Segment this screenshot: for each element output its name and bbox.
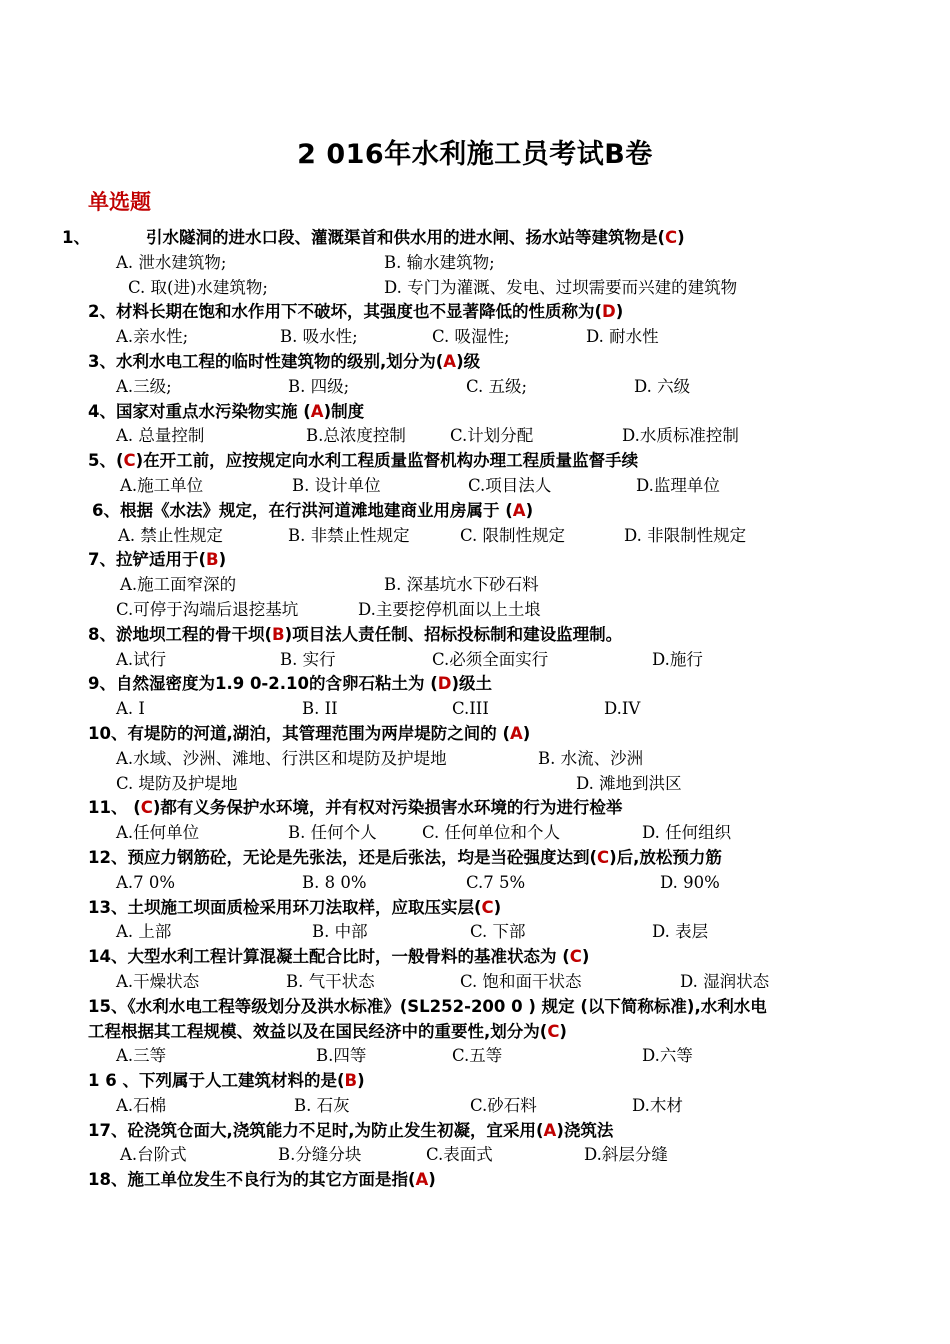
question-text: 5、( [88, 451, 124, 471]
answer-option: C.项目法人 [468, 475, 552, 495]
answer-option: A.7 0% [116, 872, 176, 892]
question-stem [0, 548, 950, 573]
question-text: 8、淤地坝工程的骨干坝( [88, 624, 273, 644]
question-stem [0, 449, 950, 474]
answer-option: B. 水流、沙洲 [538, 748, 644, 768]
answer-option: C.表面式 [426, 1145, 493, 1165]
answer-option: D. 滩地到洪区 [576, 773, 682, 793]
answer-option: D.监理单位 [636, 475, 720, 495]
answer-option: A.施工单位 [120, 475, 204, 495]
answer-key: C [665, 228, 678, 247]
answer-option: A.石棉 [116, 1095, 167, 1115]
question-text: 9、自然湿密度为1.9 0-2.10的含卵石粘土为 ( [88, 674, 438, 694]
question-stem [0, 350, 950, 375]
question-item [0, 499, 950, 549]
answer-option: B. 吸水性; [280, 327, 358, 347]
question-item [0, 400, 950, 450]
answer-option: B. 深基坑水下砂石料 [384, 575, 539, 595]
question-stem [0, 945, 950, 970]
question-stem [0, 623, 950, 648]
option-row [0, 424, 950, 449]
option-row [0, 325, 950, 350]
option-row [0, 821, 950, 846]
question-text-suffix: ) [428, 1170, 436, 1190]
question-text: 10、有堤防的河道,湖泊，其管理范围为两岸堤防之间的 ( [88, 723, 511, 743]
answer-option: D. 表层 [652, 922, 709, 942]
question-item [0, 796, 950, 846]
answer-key: A [543, 1120, 557, 1140]
option-row [0, 697, 950, 722]
answer-option: A. 总量控制 [116, 426, 205, 446]
option-row [0, 251, 950, 276]
answer-option: C.砂石料 [470, 1095, 537, 1115]
question-text: 7、拉铲适用于( [88, 550, 207, 570]
question-item [0, 226, 950, 300]
answer-option: A.水域、沙洲、滩地、行洪区和堤防及护堤地 [116, 748, 447, 768]
answer-option: B.总浓度控制 [306, 426, 406, 446]
answer-option: D.主要挖停机面以上土埌 [358, 599, 541, 619]
answer-option: D. 湿润状态 [680, 971, 770, 991]
answer-option: B.四等 [316, 1046, 367, 1066]
answer-option: B. 四级; [288, 376, 350, 396]
answer-option: D.施行 [652, 649, 703, 669]
answer-key: C [140, 798, 153, 818]
answer-option: D.水质标准控制 [622, 426, 739, 446]
answer-option: C. 饱和面干状态 [460, 971, 582, 991]
option-row [0, 276, 950, 301]
answer-option: C.III [452, 699, 489, 719]
option-row [0, 524, 950, 549]
question-text-suffix: )项目法人责任制、招标投标制和建设监理制。 [284, 624, 623, 644]
answer-option: A.三级; [116, 376, 172, 396]
answer-option: A.干燥状态 [116, 971, 200, 991]
question-stem [0, 400, 950, 425]
answer-option: C. 限制性规定 [460, 525, 566, 545]
answer-key: D [437, 674, 452, 694]
question-item [0, 896, 950, 946]
question-text: 13、土坝施工坝面质检采用环刀法取样，应取压实层( [88, 897, 482, 917]
answer-option: D. 非限制性规定 [624, 525, 747, 545]
answer-option: B. 8 0% [302, 872, 367, 892]
question-text-suffix: ) [581, 947, 590, 967]
question-text: 1 6 、下列属于人工建筑材料的是( [88, 1071, 345, 1091]
question-item [0, 1069, 950, 1119]
question-text: 15、《水利水电工程等级划分及洪水标准》(SL252-200 0 ) 规定 (以下简称标准),水利水电 [88, 996, 767, 1016]
answer-option: D.六等 [642, 1046, 693, 1066]
question-text-suffix: ) [522, 723, 531, 743]
option-row [0, 772, 950, 797]
answer-key: B [344, 1071, 358, 1091]
option-row [0, 573, 950, 598]
answer-option: B. 输水建筑物; [384, 252, 495, 272]
answer-option: C. 下部 [470, 922, 526, 942]
answer-key: C [547, 1021, 560, 1041]
question-text-suffix: ) [357, 1071, 365, 1091]
answer-option: C.7 5% [466, 872, 526, 892]
option-row [0, 598, 950, 623]
answer-option: C.五等 [452, 1046, 503, 1066]
question-text-suffix: )在开工前，应按规定向水利工程质量监督机构办理工程质量监督手续 [135, 451, 639, 471]
answer-key: A [415, 1170, 429, 1190]
question-text-suffix: ) [493, 897, 502, 917]
question-text-suffix: ) [218, 550, 227, 570]
question-text: 18、施工单位发生不良行为的其它方面是指( [88, 1170, 416, 1190]
question-item [0, 672, 950, 722]
question-item [0, 846, 950, 896]
answer-option: A.施工面窄深的 [120, 575, 237, 595]
option-row [0, 375, 950, 400]
question-text-suffix: )都有义务保护水环境，并有权对污染损害水环境的行为进行检举 [152, 798, 623, 818]
answer-option: D.IV [604, 699, 641, 719]
question-stem [0, 995, 950, 1020]
question-item [0, 1168, 950, 1193]
question-text-suffix: )后,放松预力筋 [609, 847, 722, 867]
answer-option: B. 中部 [312, 922, 368, 942]
answer-option: A.台阶式 [120, 1145, 187, 1165]
question-text-suffix: ) [615, 302, 624, 322]
question-text: 工程根据其工程规模、效益以及在国民经济中的重要性,划分为( [88, 1021, 548, 1041]
answer-key: A [510, 723, 523, 743]
answer-option: D. 六级 [634, 376, 691, 396]
option-row [0, 1044, 950, 1069]
question-item [0, 1119, 950, 1169]
answer-key: A [512, 500, 526, 520]
answer-key: C [481, 897, 494, 917]
question-stem [0, 499, 950, 524]
question-item [0, 1020, 950, 1070]
answer-key: A [310, 401, 324, 421]
page-title: 2 016年水利施工员考试B卷 [297, 139, 653, 170]
question-text: 2、材料长期在饱和水作用下不破坏，其强度也不显著降低的性质称为( [88, 302, 603, 322]
question-stem [0, 1168, 950, 1193]
question-stem [0, 1020, 950, 1045]
question-number: 1、 [62, 228, 90, 247]
answer-option: A. 禁止性规定 [118, 525, 223, 545]
answer-option: A. 泄水建筑物; [116, 252, 227, 272]
option-row [0, 474, 950, 499]
question-text: 11、 ( [88, 798, 141, 818]
question-item [0, 995, 950, 1020]
question-text: 17、砼浇筑仓面大,浇筑能力不足时,为防止发生初凝，宜采用( [88, 1120, 544, 1140]
question-item [0, 449, 950, 499]
answer-key: C [123, 451, 136, 471]
question-stem [0, 846, 950, 871]
answer-option: D. 耐水性 [586, 327, 659, 347]
answer-option: B. 实行 [280, 649, 336, 669]
question-text: 3、水利水电工程的临时性建筑物的级别,划分为( [88, 351, 444, 371]
question-stem [0, 226, 950, 251]
answer-option: A. I [116, 699, 145, 719]
answer-key: B [206, 550, 219, 570]
answer-option: C. 取(进)水建筑物; [128, 277, 268, 297]
question-stem [0, 300, 950, 325]
answer-option: A.试行 [116, 649, 167, 669]
answer-option: C. 吸湿性; [432, 327, 510, 347]
question-item [0, 548, 950, 622]
answer-option: A. 上部 [116, 922, 172, 942]
question-item [0, 945, 950, 995]
question-text-suffix: ) [559, 1021, 567, 1041]
answer-option: C.必须全面实行 [432, 649, 549, 669]
answer-key: C [597, 847, 610, 867]
answer-option: B. II [302, 699, 338, 719]
answer-option: B. 任何个人 [288, 823, 377, 843]
answer-option: D.斜层分缝 [584, 1145, 668, 1165]
question-list [0, 226, 950, 1193]
option-row [0, 747, 950, 772]
section-heading: 单选题 [88, 190, 151, 214]
answer-key: A [443, 351, 457, 371]
answer-option: D. 90% [660, 872, 720, 892]
answer-option: A.三等 [116, 1046, 167, 1066]
answer-option: C. 堤防及护堤地 [116, 773, 238, 793]
answer-option: C. 任何单位和个人 [422, 823, 561, 843]
option-row [0, 648, 950, 673]
option-row [0, 1143, 950, 1168]
answer-option: B. 石灰 [294, 1095, 350, 1115]
option-row [0, 871, 950, 896]
question-text: 12、预应力钢筋砼，无论是先张法，还是后张法，均是当砼强度达到( [88, 847, 598, 867]
question-item [0, 722, 950, 796]
answer-option: C. 五级; [466, 376, 528, 396]
question-stem [0, 1069, 950, 1094]
question-stem [0, 672, 950, 697]
answer-option: D.木材 [632, 1095, 683, 1115]
question-text: 引水隧洞的进水口段、灌溉渠首和供水用的进水闸、扬水站等建筑物是( [146, 228, 666, 247]
answer-option: B. 设计单位 [292, 475, 381, 495]
question-stem [0, 1119, 950, 1144]
option-row [0, 920, 950, 945]
answer-option: D. 专门为灌溉、发电、过坝需要而兴建的建筑物 [384, 277, 738, 297]
answer-option: C.计划分配 [450, 426, 534, 446]
question-item [0, 350, 950, 400]
question-stem [0, 722, 950, 747]
question-text-suffix: )级 [456, 351, 481, 371]
answer-key: D [602, 302, 616, 322]
question-text-suffix: )级土 [451, 674, 493, 694]
answer-option: B. 气干状态 [286, 971, 375, 991]
option-row [0, 970, 950, 995]
answer-option: D. 任何组织 [642, 823, 732, 843]
question-text: 4、国家对重点水污染物实施 ( [88, 401, 311, 421]
answer-option: B. 非禁止性规定 [288, 525, 410, 545]
answer-option: B.分缝分块 [278, 1145, 362, 1165]
question-text-suffix: ) [525, 500, 534, 520]
question-text-suffix: )制度 [323, 401, 365, 421]
answer-key: C [569, 947, 582, 967]
question-text-suffix: )浇筑法 [556, 1120, 614, 1140]
question-item [0, 623, 950, 673]
option-row [0, 1094, 950, 1119]
question-text: 14、大型水利工程计算混凝土配合比时，一般骨料的基准状态为 ( [88, 947, 570, 967]
question-text: 6、根据《水法》规定，在行洪河道滩地建商业用房属于 ( [92, 500, 513, 520]
question-stem [0, 796, 950, 821]
question-item [0, 300, 950, 350]
question-text-suffix: ) [677, 228, 685, 247]
answer-option: A.任何单位 [116, 823, 200, 843]
question-stem [0, 896, 950, 921]
answer-key: B [272, 624, 285, 644]
answer-option: A.亲水性; [116, 327, 189, 347]
answer-option: C.可停于沟端后退挖基坑 [116, 599, 299, 619]
